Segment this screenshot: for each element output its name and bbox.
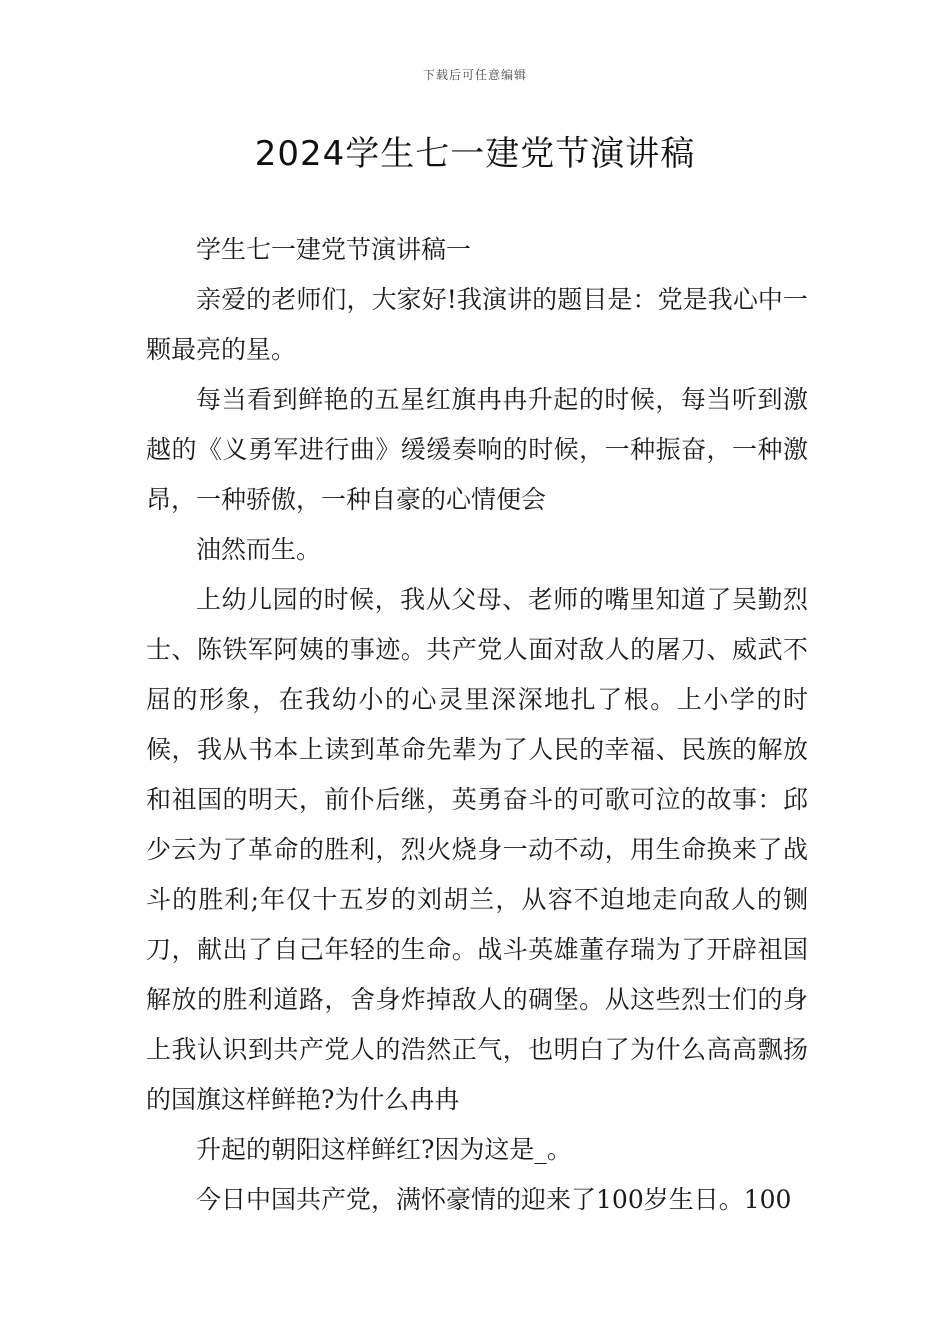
paragraph: 油然而生。 bbox=[196, 535, 322, 564]
paragraph: 上幼儿园的时候，我从父母、老师的嘴里知道了吴勤烈士、陈铁军阿姨的事迹。共产党人面对敌人的屠刀、威武不屈的形象，在我幼小的心灵里深深地扎了根。上小学的时候，我从书本上读到革命先辈为了人民的幸福、民族的解放和祖国的明天，前仆后继，英勇奋斗的可歌可泣的故事：邱少云为了革命的胜利，烈火烧身一动不动，用生命换来了战斗的胜利;年仅十五岁的刘胡兰，从容不迫地走向敌人的铡刀，献出了自己年轻的生命。战斗英雄董存瑞为了开辟祖国解放的胜利道路，舍身炸掉敌人的碉堡。从这些烈士们的身上我认识到共产党人的浩然正气，也明白了为什么高高飘扬的国旗这样鲜艳?为什么冉冉 bbox=[146, 585, 808, 1114]
paragraph-greeting: 亲爱的老师们，大家好!我演讲的题目是：党是我心中一颗最亮的星。 bbox=[146, 285, 808, 364]
paragraph-subtitle: 学生七一建党节演讲稿一 bbox=[196, 235, 472, 264]
header-note: 下载后可任意编辑 bbox=[422, 68, 527, 82]
paragraph: 升起的朝阳这样鲜红?因为这是_。 bbox=[196, 1135, 572, 1164]
document-body bbox=[146, 225, 808, 1225]
paragraph: 今日中国共产党，满怀豪情的迎来了100岁生日。100 bbox=[196, 1185, 792, 1214]
paragraph: 每当看到鲜艳的五星红旗冉冉升起的时候，每当听到激越的《义勇军进行曲》缓缓奏响的时候，一种振奋，一种激昂，一种骄傲，一种自豪的心情便会 bbox=[146, 385, 808, 514]
document-title: 2024学生七一建党节演讲稿 bbox=[254, 134, 696, 174]
